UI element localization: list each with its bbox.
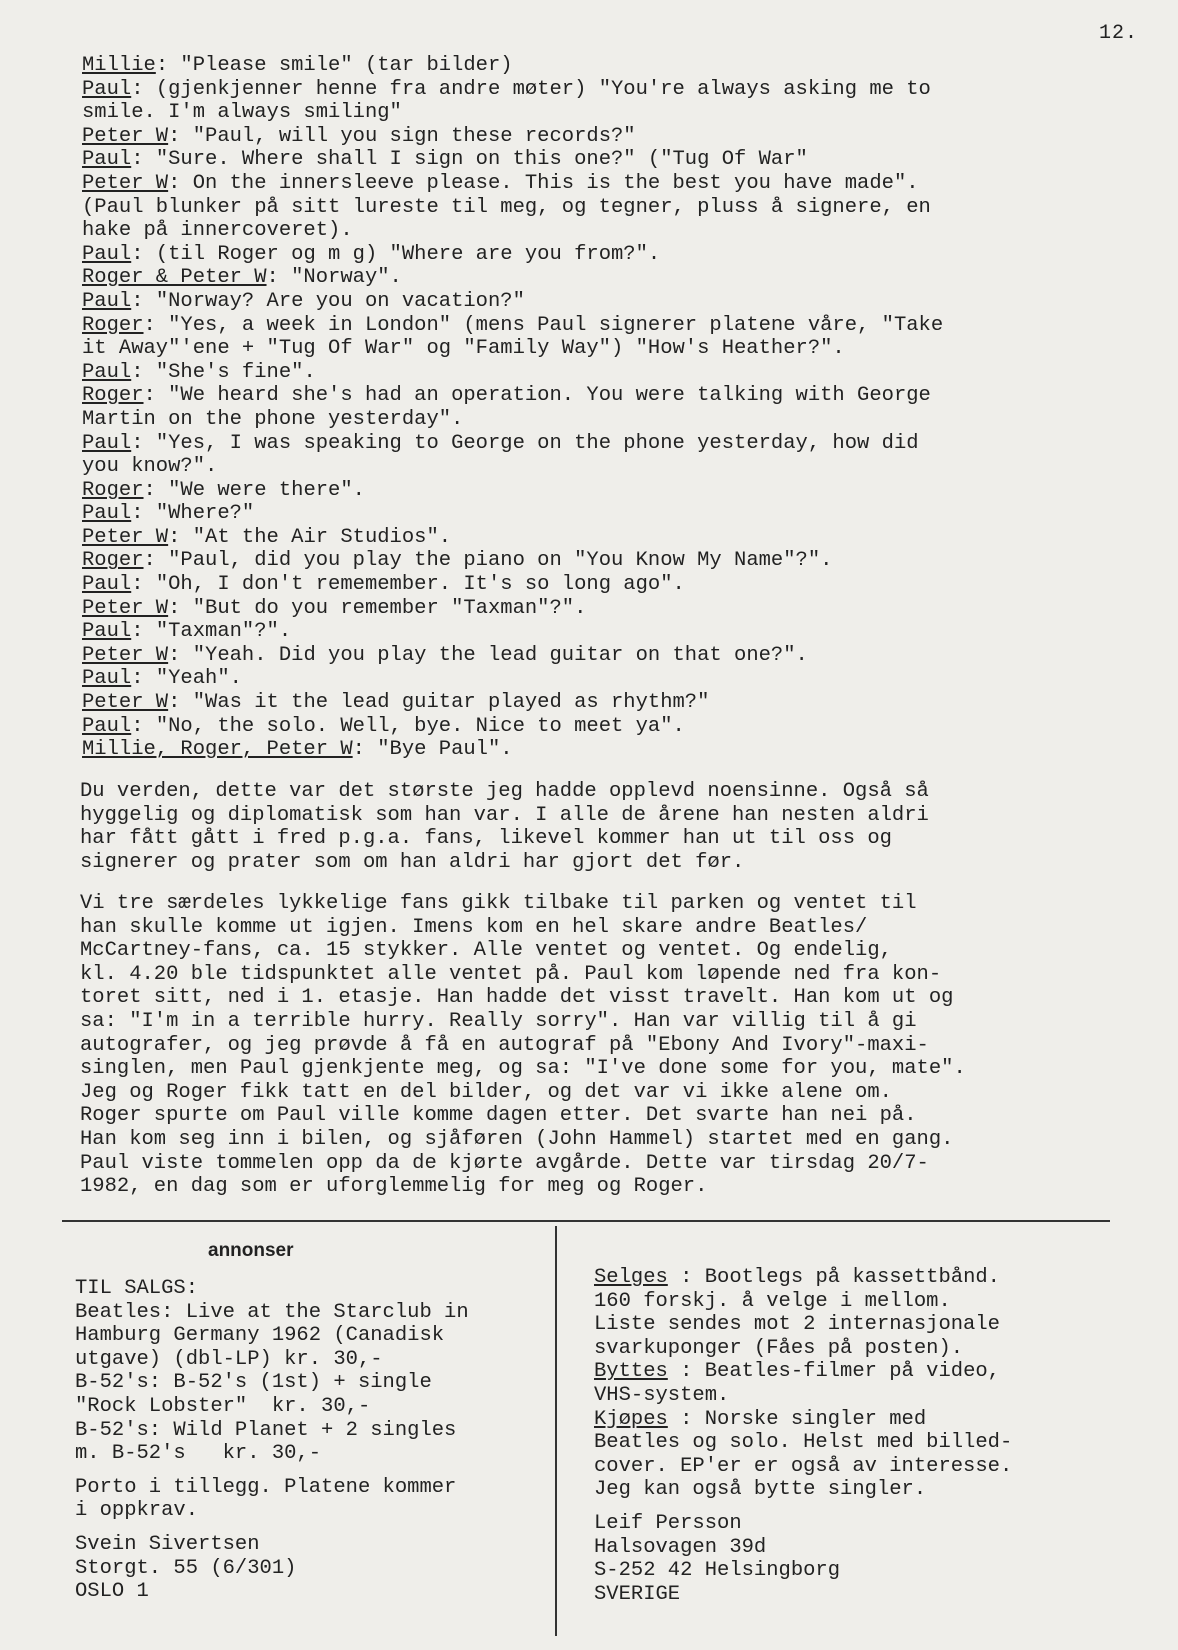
dialogue-text: : (gjenkjenner henne fra andre møter) "You're always asking me to [131,77,931,101]
page-number: 12. [1098,22,1138,45]
paragraph-line: hyggelig og diplomatisk som han var. I alle de årene han nesten aldri [80,803,929,827]
dialogue-text: : "Paul, did you play the piano on "You Know My Name"?". [143,549,833,573]
speaker-name: Paul [82,289,132,313]
paragraph-line: Roger spurte om Paul ville komme dagen etter. Det svarte han nei på. [80,1104,917,1128]
dialogue-line [82,219,1102,243]
speaker-name: Paul [82,360,132,384]
ad-line: Beatles: Live at the Starclub in [75,1300,469,1324]
dialogue-line [82,502,1102,526]
dialogue-text: : "Yeah. Did you play the lead guitar on that one?". [168,643,808,667]
dialogue-text: : "We heard she's had an operation. You were talking with George [143,384,931,408]
dialogue-line [82,266,1102,290]
paragraph-line: han skulle komme ut igjen. Imens kom en hel skare andre Beatles/ [80,915,868,939]
paragraph-line: Du verden, dette var det største jeg hadde opplevd noensinne. Også så [80,780,929,803]
dialogue-line [82,432,1102,456]
speaker-name: Paul [82,242,132,266]
dialogue-line [82,408,1102,432]
ad-line: Hamburg Germany 1962 (Canadisk [75,1324,445,1348]
speaker-name: Peter W [82,643,169,667]
paragraph-line: McCartney-fans, ca. 15 stykker. Alle ventet og ventet. Og endelig, [80,939,892,963]
dialogue-line [82,172,1102,196]
ad-left-terms [75,1476,545,1523]
dialogue-text: : (til Roger og m g) "Where are you from?". [131,242,661,266]
ad-line: S-252 42 Helsingborg [594,1559,841,1583]
speaker-name: Roger [82,384,144,408]
ad-trade [594,1360,1094,1407]
dialogue-text: Martin on the phone yesterday". [82,407,464,431]
speaker-name: Roger & Peter W [82,266,267,290]
dialogue-line [82,78,1102,102]
dialogue-text: : "We were there". [143,478,365,502]
ad-line: cover. EP'er er også av interesse. [594,1454,1013,1478]
ad-line: VHS-system. [594,1383,730,1407]
paragraph-line: kl. 4.20 ble tidspunktet alle ventet på. Paul kom løpende ned fra kon- [80,962,942,986]
dialogue-text: : "Yes, I was speaking to George on the phone yesterday, how did [131,431,919,455]
dialogue-text: : "Bye Paul". [352,738,513,762]
paragraph-line: Han kom seg inn i bilen, og sjåføren (John Hammel) startet med en gang. [80,1127,954,1151]
speaker-name: Millie, Roger, Peter W [82,738,353,762]
ad-line: 160 forskj. å velge i mellom. [594,1289,951,1313]
dialogue-line [82,290,1102,314]
speaker-name: Paul [82,714,132,738]
paragraph-line: Jeg og Roger fikk tatt en del bilder, og det var vi ikke alene om. [80,1080,892,1104]
ad-line: Beatles og solo. Helst med billed- [594,1431,1013,1455]
ad-line: : Beatles-filmer på video, [680,1360,1000,1384]
ad-line: Liste sendes mot 2 internasjonale [594,1313,1000,1337]
ad-line: : Norske singler med [680,1407,927,1431]
ad-line: : Bootlegs på kassettbånd. [680,1266,1000,1289]
dialogue-line [82,148,1102,172]
ad-line: B-52's: Wild Planet + 2 singles [75,1418,457,1442]
ad-left-items [75,1277,545,1466]
column-divider [555,1226,557,1636]
dialogue-text: smile. I'm always smiling" [82,101,402,125]
speaker-name: Paul [82,573,132,597]
dialogue-text: : "Paul, will you sign these records?" [168,124,636,148]
dialogue-line [82,738,1102,762]
speaker-name: Peter W [82,525,169,549]
dialogue-line [82,691,1102,715]
ad-line: m. B-52's kr. 30,- [75,1442,322,1466]
speaker-name: Peter W [82,691,169,715]
dialogue-text: : "Sure. Where shall I sign on this one?" ("Tug Of War" [131,148,808,172]
speaker-name: Peter W [82,171,169,195]
dialogue-text: it Away"'ene + "Tug Of War" og "Family Way") "How's Heather?". [82,337,845,361]
ad-left [75,1277,545,1614]
ad-buy [594,1408,1094,1502]
dialogue-line [82,526,1102,550]
ad-line: utgave) (dbl-LP) kr. 30,- [75,1347,383,1371]
paragraph-line: har fått gått i fred p.g.a. fans, likevel kommer han ut til oss og [80,827,892,851]
dialogue-text: : "No, the solo. Well, bye. Nice to meet ya". [131,714,685,738]
dialogue-text: : "But do you remember "Taxman"?". [168,596,587,620]
dialogue-line [82,667,1102,691]
ad-line: TIL SALGS: [75,1277,199,1300]
speaker-name: Paul [82,77,132,101]
dialogue-text: : On the innersleeve please. This is the best you have made". [168,171,919,195]
dialogue-line [82,573,1102,597]
ads-heading: annonser [208,1240,294,1261]
dialogue-text: : "Where?" [131,502,255,526]
ad-right-contact [594,1512,1094,1606]
dialogue-text: : "Yeah". [131,667,242,691]
trade-label: Byttes [594,1360,668,1384]
ad-line: OSLO 1 [75,1580,149,1604]
dialogue-line [82,455,1102,479]
dialogue-line [82,101,1102,125]
speaker-name: Millie [82,54,156,77]
ad-line: B-52's: B-52's (1st) + single [75,1371,432,1395]
ad-line: Svein Sivertsen [75,1532,260,1556]
speaker-name: Paul [82,620,132,644]
ad-sell [594,1266,1094,1360]
dialogue-line [82,243,1102,267]
speaker-name: Paul [82,502,132,526]
dialogue-line [82,314,1102,338]
speaker-name: Peter W [82,596,169,620]
dialogue-text: : "Oh, I don't rememember. It's so long ago". [131,573,685,597]
dialogue-text: hake på innercoveret). [82,219,353,243]
buy-label: Kjøpes [594,1407,668,1431]
dialogue-line [82,644,1102,668]
dialogue-line [82,597,1102,621]
speaker-name: Roger [82,478,144,502]
speaker-name: Roger [82,313,144,337]
speaker-name: Peter W [82,124,169,148]
section-divider [62,1220,1110,1222]
dialogue-line [82,549,1102,573]
paragraph-line: toret sitt, ned i 1. etasje. Han hadde det visst travelt. Han kom ut og [80,986,954,1010]
paragraph-line: 1982, en dag som er uforglemmelig for meg og Roger. [80,1175,708,1199]
ad-line: i oppkrav. [75,1499,199,1523]
sell-label: Selges [594,1266,668,1289]
paragraph-reflection [80,780,1110,874]
dialogue-text: : "Please smile" (tar bilder) [155,54,513,77]
dialogue-line [82,54,1102,78]
dialogue-line [82,479,1102,503]
ad-line: Halsovagen 39d [594,1535,767,1559]
dialogue-text: (Paul blunker på sitt lureste til meg, og tegner, pluss å signere, en [82,195,931,219]
paragraph-line: singlen, men Paul gjenkjente meg, og sa: "I've done some for you, mate". [80,1057,966,1081]
dialogue-line [82,337,1102,361]
dialogue-line [82,196,1102,220]
paragraph-story [80,892,1110,1199]
ad-line: Storgt. 55 (6/301) [75,1556,297,1580]
ad-line: SVERIGE [594,1582,681,1606]
dialogue-text: : "She's fine". [131,360,316,384]
paragraph-line: sa: "I'm in a terrible hurry. Really sorry". Han var villig til å gi [80,1009,917,1033]
ad-right [594,1266,1094,1606]
dialogue-text: : "Was it the lead guitar played as rhythm?" [168,691,710,715]
paragraph-line: signerer og prater som om han aldri har gjort det før. [80,850,745,874]
dialogue-line [82,620,1102,644]
ad-line: Leif Persson [594,1511,742,1535]
dialogue-text: : "Taxman"?". [131,620,292,644]
ad-line: "Rock Lobster" kr. 30,- [75,1394,371,1418]
paragraph-line: Vi tre særdeles lykkelige fans gikk tilbake til parken og ventet til [80,892,917,915]
ad-line: Porto i tillegg. Platene kommer [75,1475,457,1499]
dialogue-line [82,361,1102,385]
dialogue-line [82,125,1102,149]
paragraph-line: autografer, og jeg prøvde å få en autograf på "Ebony And Ivory"-maxi- [80,1033,929,1057]
speaker-name: Roger [82,549,144,573]
dialogue-text: : "Norway". [266,266,402,290]
dialogue-line [82,384,1102,408]
dialogue-text: : "At the Air Studios". [168,525,452,549]
ad-line: Jeg kan også bytte singler. [594,1478,927,1502]
paragraph-line: Paul viste tommelen opp da de kjørte avgårde. Dette var tirsdag 20/7- [80,1151,929,1175]
ad-line: svarkuponger (Fåes på posten). [594,1336,964,1360]
ad-left-contact [75,1533,545,1604]
speaker-name: Paul [82,667,132,691]
dialogue-text: you know?". [82,455,218,479]
dialogue-text: : "Yes, a week in London" (mens Paul signerer platene våre, "Take [143,313,944,337]
speaker-name: Paul [82,148,132,172]
dialogue-text: : "Norway? Are you on vacation?" [131,289,525,313]
speaker-name: Paul [82,431,132,455]
dialogue-line [82,715,1102,739]
interview-dialogue [82,54,1102,762]
